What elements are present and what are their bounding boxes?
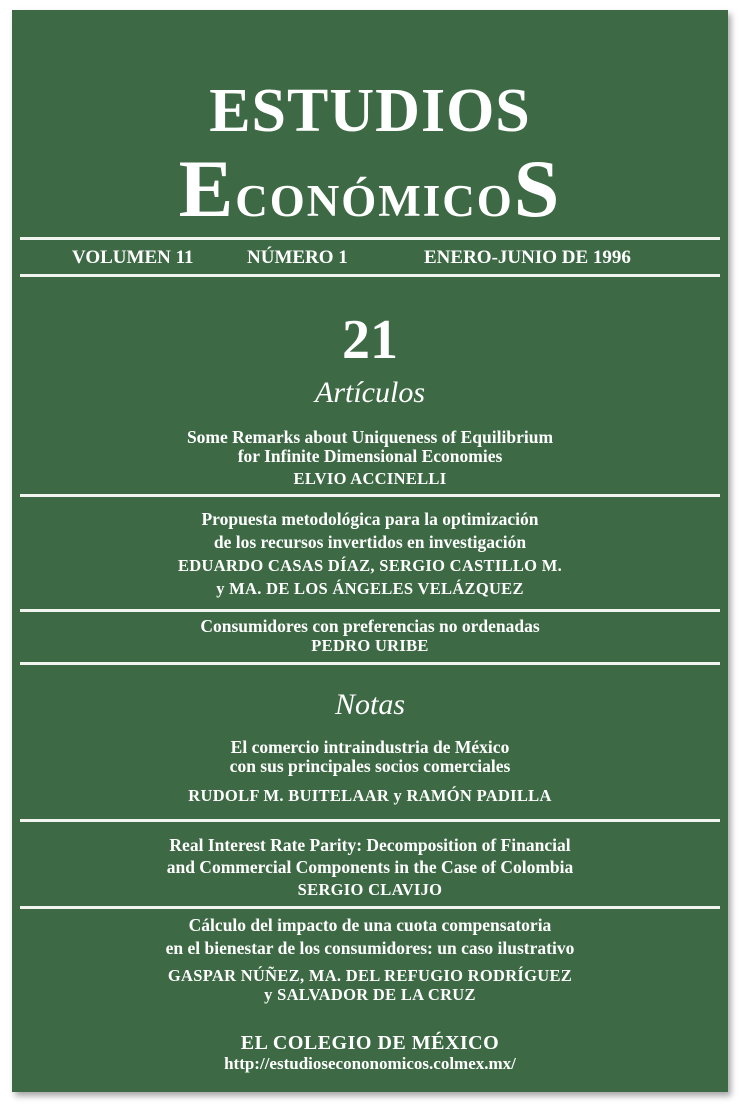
article-title: Propuesta metodológica para la optimización	[201, 509, 539, 529]
title-final-s: S	[513, 143, 562, 234]
title-middle: conómico	[235, 159, 514, 230]
article-title: Some Remarks about Uniqueness of Equilibrium	[186, 427, 554, 447]
note-entry	[12, 916, 728, 1004]
note-title: El comercio intraindustria de México	[230, 737, 510, 757]
journal-url: http://estudiosecononomicos.colmex.mx/	[224, 1054, 516, 1073]
volume-label: VOLUMEN 11	[72, 247, 194, 268]
divider	[20, 609, 720, 612]
note-author: RUDOLF M. BUITELAAR y RAMÓN PADILLA	[188, 786, 552, 805]
title-initial-e: E	[178, 143, 236, 234]
article-author: ELVIO ACCINELLI	[293, 469, 447, 488]
note-entry	[12, 738, 728, 805]
article-title: de los recursos invertidos en investigación	[213, 532, 527, 552]
article-title: Consumidores con preferencias no ordenadas	[200, 616, 540, 636]
note-entry	[12, 836, 728, 899]
issue-info-line	[12, 247, 728, 267]
publisher-name: EL COLEGIO DE MÉXICO	[240, 1032, 500, 1054]
articles-heading: Artículos	[315, 376, 425, 409]
article-title: for Infinite Dimensional Economies	[237, 446, 503, 466]
article-author: EDUARDO CASAS DÍAZ, SERGIO CASTILLO M.	[177, 556, 563, 575]
issue-number: 21	[342, 309, 398, 371]
notes-heading: Notas	[334, 688, 406, 721]
divider	[20, 819, 720, 822]
note-author: SERGIO CLAVIJO	[297, 880, 443, 899]
date-label: ENERO-JUNIO DE 1996	[424, 247, 631, 268]
note-title: and Commercial Components in the Case of Colombia	[166, 857, 574, 877]
note-title: con sus principales socios comerciales	[229, 756, 511, 776]
article-entry	[12, 428, 728, 488]
article-entry	[12, 510, 728, 598]
divider	[20, 237, 720, 240]
note-author: GASPAR NÚÑEZ, MA. DEL REFUGIO RODRÍGUEZ	[167, 966, 573, 985]
divider	[20, 274, 720, 277]
journal-cover	[12, 10, 728, 1092]
article-author: y MA. DE LOS ÁNGELES VELÁZQUEZ	[216, 579, 524, 598]
note-author: y SALVADOR DE LA CRUZ	[264, 985, 476, 1004]
note-title: Cálculo del impacto de una cuota compensatoria	[188, 915, 552, 935]
number-label: NÚMERO 1	[247, 247, 348, 268]
divider	[20, 906, 720, 909]
journal-title-line1: ESTUDIOS	[209, 77, 531, 145]
divider	[20, 494, 720, 497]
publisher-footer	[12, 1032, 728, 1074]
article-author: PEDRO URIBE	[311, 636, 429, 655]
journal-title-line2	[12, 143, 728, 234]
article-entry	[12, 617, 728, 655]
note-title: Real Interest Rate Parity: Decomposition of Financial	[169, 835, 571, 855]
note-title: en el bienestar de los consumidores: un caso ilustrativo	[165, 938, 575, 958]
divider	[20, 662, 720, 665]
